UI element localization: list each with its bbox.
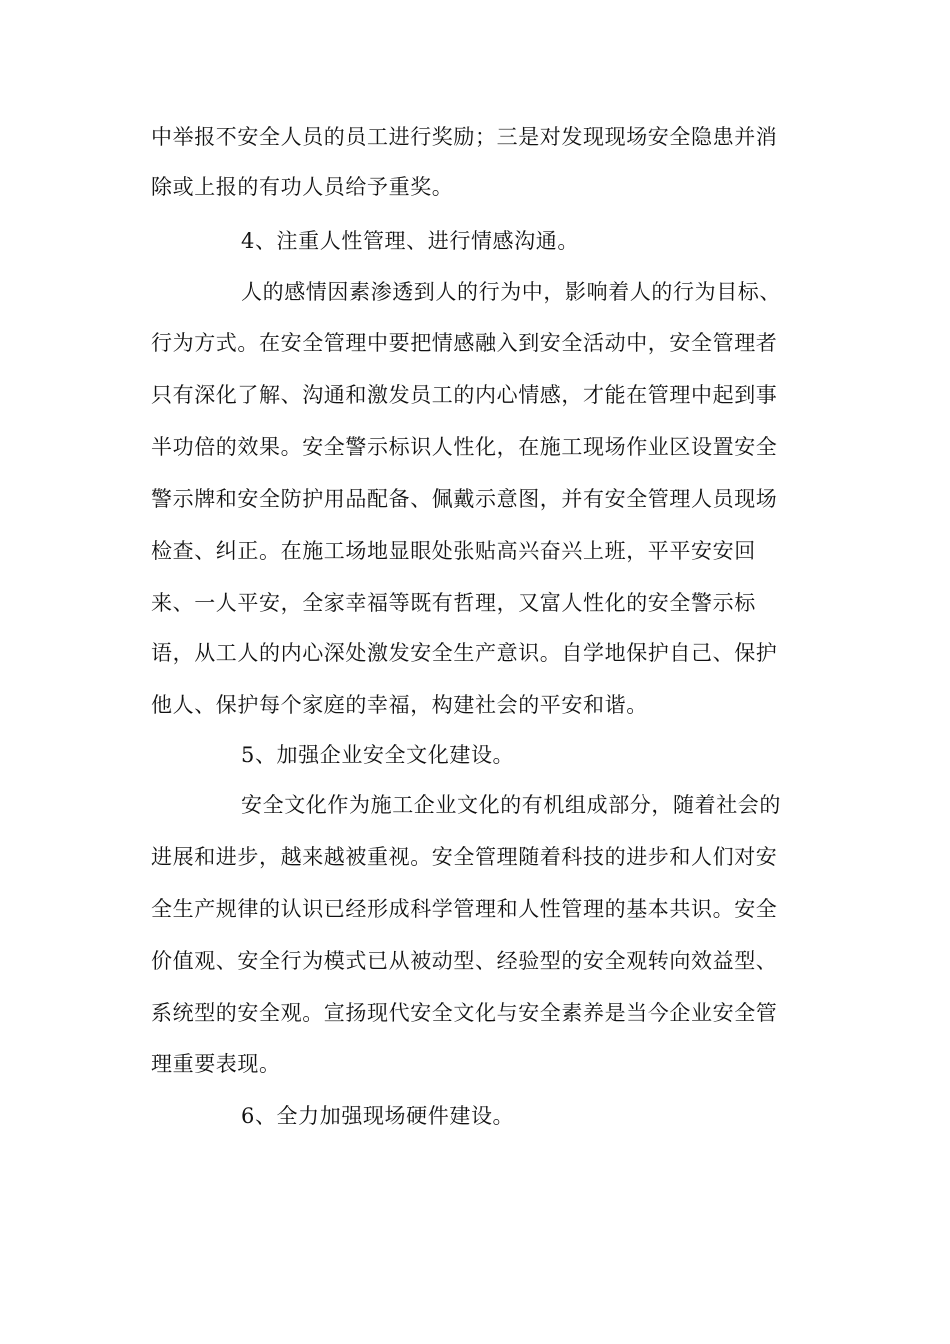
text-line: 警示牌和安全防护用品配备、佩戴示意图，并有安全管理人员现场 [151, 487, 778, 511]
text-line: 价值观、安全行为模式已从被动型、经验型的安全观转向效益型、 [151, 949, 778, 973]
paragraph-start: 安全文化作为施工企业文化的有机组成部分，随着社会的 [241, 793, 781, 817]
section-heading-4: 4、注重人性管理、进行情感沟通。 [241, 229, 579, 253]
section-heading-6: 6、全力加强现场硬件建设。 [241, 1104, 515, 1128]
text-line: 语，从工人的内心深处激发安全生产意识。自学地保护自己、保护 [151, 641, 778, 665]
text-line: 他人、保护每个家庭的幸福，构建社会的平安和谐。 [151, 693, 648, 717]
text-line: 进展和进步，越来越被重视。安全管理随着科技的进步和人们对安 [151, 845, 778, 869]
text-line: 中举报不安全人员的员工进行奖励；三是对发现现场安全隐患并消 [151, 125, 778, 149]
text-line: 来、一人平安，全家幸福等既有哲理，又富人性化的安全警示标 [151, 591, 756, 615]
text-line: 检查、纠正。在施工场地显眼处张贴高兴奋兴上班，平平安安回 [151, 539, 756, 563]
text-line: 只有深化了解、沟通和激发员工的内心情感，才能在管理中起到事 [151, 383, 778, 407]
text-line: 半功倍的效果。安全警示标识人性化，在施工现场作业区设置安全 [151, 435, 778, 459]
text-line: 系统型的安全观。宣扬现代安全文化与安全素养是当今企业安全管 [151, 1001, 778, 1025]
text-line: 理重要表现。 [151, 1052, 281, 1076]
text-line: 行为方式。在安全管理中要把情感融入到安全活动中，安全管理者 [151, 331, 778, 355]
text-line: 全生产规律的认识已经形成科学管理和人性管理的基本共识。安全 [151, 897, 778, 921]
text-line: 除或上报的有功人员给予重奖。 [151, 175, 454, 199]
paragraph-start: 人的感情因素渗透到人的行为中，影响着人的行为目标、 [241, 280, 781, 304]
section-heading-5: 5、加强企业安全文化建设。 [241, 743, 515, 767]
